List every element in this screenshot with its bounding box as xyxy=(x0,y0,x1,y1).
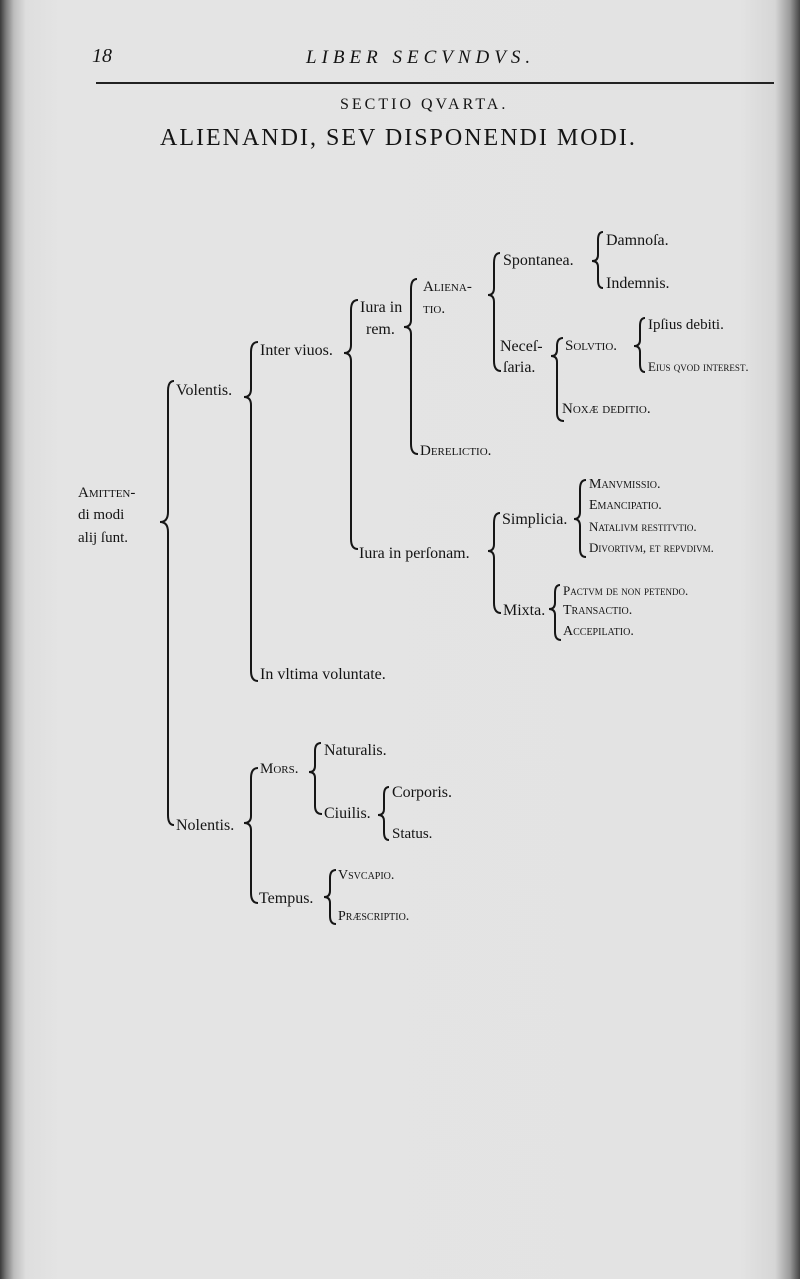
brace-mors xyxy=(309,743,322,814)
root-line-2: di modi xyxy=(78,507,125,523)
label-in-ultima-voluntate: In vltima voluntate. xyxy=(260,666,386,683)
label-necessaria-2: ſaria. xyxy=(503,359,536,376)
label-mixta: Mixta. xyxy=(503,602,546,619)
root-line-1: Amitten- xyxy=(78,485,136,501)
label-alienatio-2: tio. xyxy=(423,301,446,317)
label-volentis: Volentis. xyxy=(176,382,233,399)
page-title: ALIENANDI, SEV DISPONENDI MODI. xyxy=(160,125,637,151)
label-praescriptio: Præscriptio. xyxy=(338,909,410,924)
brace-simplicia xyxy=(574,480,586,557)
label-indemnis: Indemnis. xyxy=(606,275,670,292)
label-ciuilis: Ciuilis. xyxy=(324,805,371,822)
label-nolentis: Nolentis. xyxy=(176,817,235,834)
label-ipsius-debiti: Ipſius debiti. xyxy=(648,317,724,333)
label-manumissio: Manvmissio. xyxy=(589,477,661,492)
brace-volentis xyxy=(244,342,258,681)
label-inter-viuos: Inter viuos. xyxy=(260,342,333,359)
brace-nolentis xyxy=(244,768,258,903)
label-spontanea: Spontanea. xyxy=(503,252,574,269)
label-necessaria-1: Neceſ- xyxy=(500,338,543,355)
brace-inter-viuos xyxy=(344,300,358,549)
label-solutio: Solvtio. xyxy=(565,338,618,354)
label-status: Status. xyxy=(392,826,433,842)
brace-spontanea xyxy=(592,232,603,288)
brace-tempus xyxy=(324,870,336,924)
brace-iura-in-personam xyxy=(488,513,501,613)
label-natalium-restitutio: Natalivm restitvtio. xyxy=(589,519,697,534)
label-iura-in-rem-2: rem. xyxy=(366,321,395,338)
label-eius-quod-interest: Eius qvod interest. xyxy=(648,359,749,374)
label-alienatio-1: Aliena- xyxy=(423,279,472,295)
label-naturalis: Naturalis. xyxy=(324,742,387,759)
label-emancipatio: Emancipatio. xyxy=(589,498,662,513)
label-iura-in-rem-1: Iura in xyxy=(360,299,403,316)
label-transactio: Transactio. xyxy=(563,603,633,618)
label-tempus: Tempus. xyxy=(259,890,314,907)
page-number: 18 xyxy=(92,45,112,67)
running-title: LIBER SECVNDVS. xyxy=(306,47,536,68)
label-noxae-deditio: Noxæ deditio. xyxy=(562,401,651,417)
label-usucapio: Vsvcapio. xyxy=(338,868,395,883)
brace-solutio xyxy=(634,318,645,372)
label-derelictio: Derelictio. xyxy=(420,443,492,459)
brace-ciuilis xyxy=(378,787,389,840)
section-heading: SECTIO QVARTA. xyxy=(340,96,509,113)
brace-mixta xyxy=(549,585,561,640)
label-mors: Mors. xyxy=(260,761,299,777)
brace-root xyxy=(160,381,174,825)
label-corporis: Corporis. xyxy=(392,784,452,801)
label-accepilatio: Accepilatio. xyxy=(563,624,634,639)
label-simplicia: Simplicia. xyxy=(502,511,568,528)
label-divortium: Divortivm, et repvdivm. xyxy=(589,540,714,555)
brace-iura-in-rem xyxy=(404,279,418,454)
label-iura-in-personam: Iura in perſonam. xyxy=(359,545,470,562)
root-line-3: alij ſunt. xyxy=(78,530,128,546)
label-damnosa: Damnoſa. xyxy=(606,232,669,249)
label-pactum: Pactvm de non petendo. xyxy=(563,583,689,598)
